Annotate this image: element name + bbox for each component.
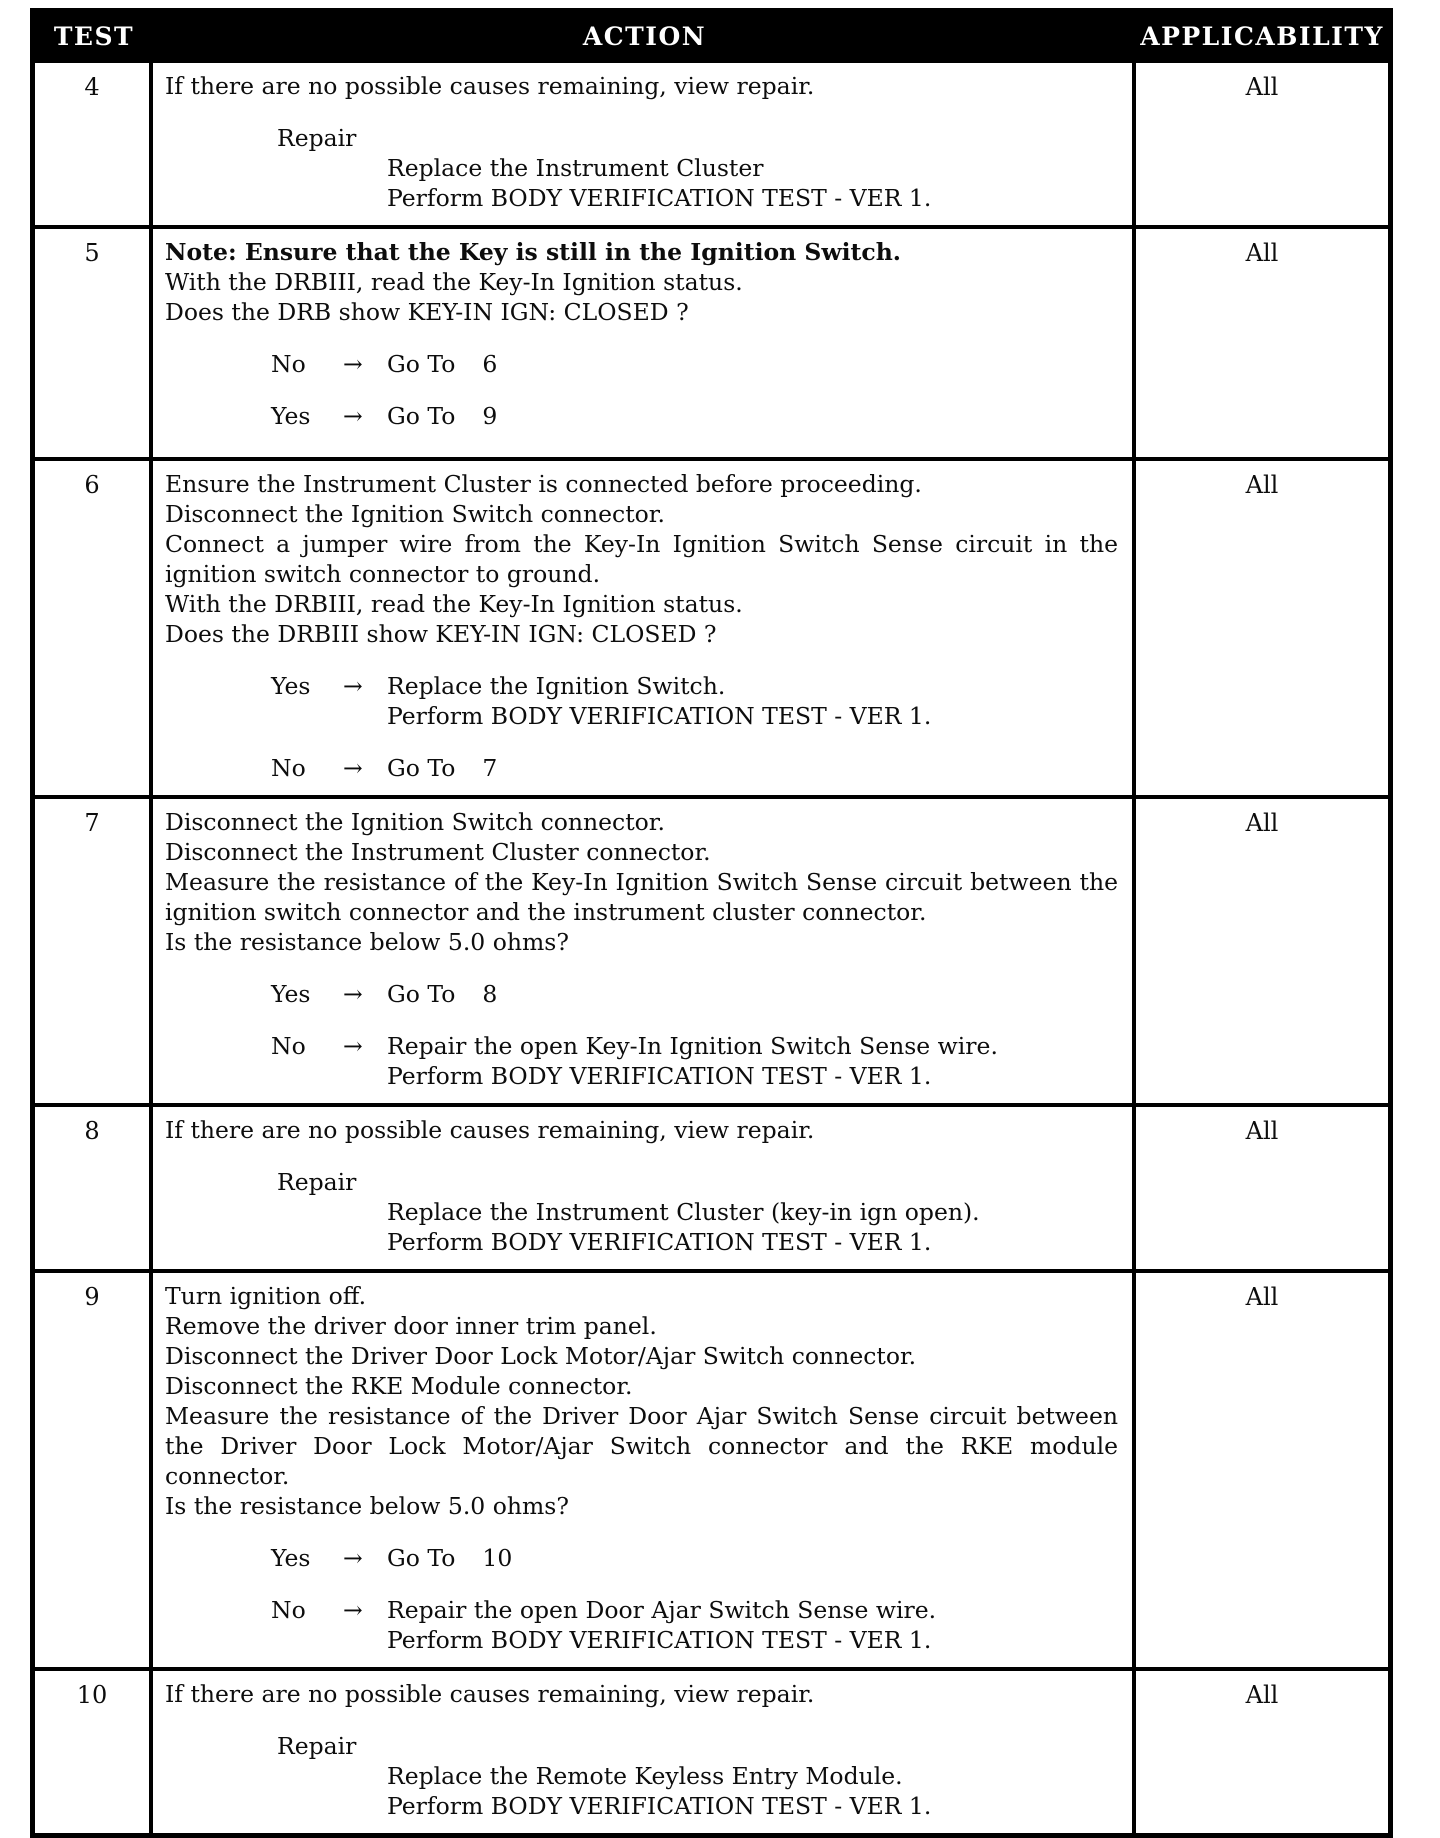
action-cell xyxy=(153,461,1136,795)
test-number: 9 xyxy=(84,1283,100,1311)
action-line: Does the DRBIII show KEY-IN IGN: CLOSED ? xyxy=(165,620,717,648)
action-line: Is the resistance below 5.0 ohms? xyxy=(165,928,569,956)
answer-row xyxy=(271,401,1118,431)
test-number: 5 xyxy=(84,239,100,267)
arrow-right-icon: → xyxy=(343,402,363,430)
goto-target: 8 xyxy=(482,980,498,1008)
action-line: Disconnect the RKE Module connector. xyxy=(165,1372,633,1400)
diagnostic-table xyxy=(30,8,1393,1838)
repair-instruction: Replace the Instrument Cluster xyxy=(387,154,764,182)
action-line: With the DRBIII, read the Key-In Ignition status. xyxy=(165,268,743,296)
answer-word: Yes xyxy=(271,1544,311,1572)
repair-instruction: Perform BODY VERIFICATION TEST - VER 1. xyxy=(387,1792,932,1820)
answer-row xyxy=(271,1595,1118,1655)
answer-text: Repair the open Key-In Ignition Switch Sense wire. xyxy=(387,1032,998,1060)
answer-word: No xyxy=(271,1032,306,1060)
action-line: Connect a jumper wire from the Key-In Ignition Switch Sense circuit in the ignition switch connector to ground. xyxy=(165,530,1118,588)
arrow-right-icon: → xyxy=(343,980,363,1008)
answer-instruction xyxy=(387,1595,1118,1625)
repair-instruction: Replace the Instrument Cluster (key-in ign open). xyxy=(387,1198,980,1226)
answer-instruction xyxy=(387,1543,1118,1573)
answer-row xyxy=(271,349,1118,379)
test-number: 4 xyxy=(84,73,100,101)
action-cell xyxy=(153,1671,1136,1833)
arrow-right-icon: → xyxy=(343,350,363,378)
action-cell xyxy=(153,1107,1136,1269)
repair-label: Repair xyxy=(277,1732,357,1760)
action-line: Disconnect the Ignition Switch connector. xyxy=(165,500,665,528)
answer-body xyxy=(387,1595,1118,1655)
test-number: 7 xyxy=(84,809,100,837)
action-line: Does the DRB show KEY-IN IGN: CLOSED ? xyxy=(165,298,689,326)
action-line: Disconnect the Ignition Switch connector. xyxy=(165,808,665,836)
test-number-cell xyxy=(35,1107,153,1269)
applicability-value: All xyxy=(1245,239,1279,267)
action-line: Measure the resistance of the Driver Door Ajar Switch Sense circuit between the Driver Door Lock Motor/Ajar Switch connector and the RKE module connector. xyxy=(165,1402,1118,1490)
test-number-cell xyxy=(35,1273,153,1667)
applicability-value: All xyxy=(1245,471,1279,499)
arrow-right-icon: → xyxy=(343,1032,363,1060)
action-line: Note: Ensure that the Key is still in the Ignition Switch. xyxy=(165,238,901,266)
goto-target: 9 xyxy=(482,402,498,430)
action-line: Remove the driver door inner trim panel. xyxy=(165,1312,657,1340)
applicability-cell xyxy=(1136,229,1388,457)
action-cell xyxy=(153,799,1136,1103)
answer-continuation: Perform BODY VERIFICATION TEST - VER 1. xyxy=(387,1626,932,1654)
column-header-action: ACTION xyxy=(582,21,707,51)
applicability-cell xyxy=(1136,1671,1388,1833)
answer-text: Repair the open Door Ajar Switch Sense wire. xyxy=(387,1596,937,1624)
applicability-value: All xyxy=(1245,1117,1279,1145)
answer-word: Yes xyxy=(271,672,311,700)
goto-target: 10 xyxy=(482,1544,513,1572)
answer-instruction xyxy=(387,1031,1118,1061)
applicability-value: All xyxy=(1245,809,1279,837)
answer-instruction xyxy=(387,671,1118,701)
action-line: Turn ignition off. xyxy=(165,1282,367,1310)
test-number-cell xyxy=(35,461,153,795)
repair-label: Repair xyxy=(277,124,357,152)
answer-body xyxy=(387,753,1118,783)
answer-continuation: Perform BODY VERIFICATION TEST - VER 1. xyxy=(387,1062,932,1090)
column-header-applicability: APPLICABILITY xyxy=(1140,21,1384,51)
answer-text: Go To xyxy=(387,350,456,378)
table-row xyxy=(35,1667,1388,1833)
answer-word: No xyxy=(271,350,306,378)
answer-word: Yes xyxy=(271,980,311,1008)
answer-text: Go To xyxy=(387,980,456,1008)
answer-body xyxy=(387,1543,1118,1573)
table-row xyxy=(35,457,1388,795)
table-row xyxy=(35,1269,1388,1667)
test-number: 10 xyxy=(76,1681,108,1709)
goto-target: 7 xyxy=(482,754,498,782)
applicability-value: All xyxy=(1245,1681,1279,1709)
action-line: With the DRBIII, read the Key-In Ignition status. xyxy=(165,590,743,618)
table-header-row xyxy=(35,13,1388,59)
action-cell xyxy=(153,229,1136,457)
arrow-right-icon: → xyxy=(343,754,363,782)
repair-instruction: Perform BODY VERIFICATION TEST - VER 1. xyxy=(387,184,932,212)
answer-instruction xyxy=(387,349,1118,379)
applicability-value: All xyxy=(1245,1283,1279,1311)
answer-body xyxy=(387,1031,1118,1091)
answer-body xyxy=(387,401,1118,431)
column-header-test: TEST xyxy=(53,21,135,51)
applicability-cell xyxy=(1136,1273,1388,1667)
answer-continuation: Perform BODY VERIFICATION TEST - VER 1. xyxy=(387,702,932,730)
arrow-right-icon: → xyxy=(343,1596,363,1624)
test-number-cell xyxy=(35,63,153,225)
applicability-cell xyxy=(1136,63,1388,225)
table-row xyxy=(35,59,1388,225)
table-row xyxy=(35,225,1388,457)
action-line: If there are no possible causes remaining, view repair. xyxy=(165,1680,815,1708)
answer-instruction xyxy=(387,401,1118,431)
answer-body xyxy=(387,979,1118,1009)
repair-label: Repair xyxy=(277,1168,357,1196)
applicability-value: All xyxy=(1245,73,1279,101)
test-number-cell xyxy=(35,799,153,1103)
test-number-cell xyxy=(35,229,153,457)
answer-text: Replace the Ignition Switch. xyxy=(387,672,726,700)
test-number: 6 xyxy=(84,471,100,499)
answer-text: Go To xyxy=(387,1544,456,1572)
answer-word: No xyxy=(271,1596,306,1624)
answer-row xyxy=(271,1031,1118,1091)
answer-row xyxy=(271,1543,1118,1573)
answer-text: Go To xyxy=(387,754,456,782)
answer-row xyxy=(271,671,1118,731)
action-line: Is the resistance below 5.0 ohms? xyxy=(165,1492,569,1520)
answer-instruction xyxy=(387,979,1118,1009)
answer-row xyxy=(271,979,1118,1009)
test-number-cell xyxy=(35,1671,153,1833)
repair-instruction: Perform BODY VERIFICATION TEST - VER 1. xyxy=(387,1228,932,1256)
test-number: 8 xyxy=(84,1117,100,1145)
action-line: Measure the resistance of the Key-In Ignition Switch Sense circuit between the ignition switch connector and the instrument cluster connector. xyxy=(165,868,1118,926)
answer-instruction xyxy=(387,753,1118,783)
repair-instruction: Replace the Remote Keyless Entry Module. xyxy=(387,1762,903,1790)
action-line: Disconnect the Instrument Cluster connector. xyxy=(165,838,711,866)
answer-body xyxy=(387,671,1118,731)
action-cell xyxy=(153,63,1136,225)
action-line: If there are no possible causes remaining, view repair. xyxy=(165,1116,815,1144)
table-row xyxy=(35,1103,1388,1269)
applicability-cell xyxy=(1136,799,1388,1103)
action-cell xyxy=(153,1273,1136,1667)
answer-word: No xyxy=(271,754,306,782)
applicability-cell xyxy=(1136,461,1388,795)
action-line: Disconnect the Driver Door Lock Motor/Ajar Switch connector. xyxy=(165,1342,917,1370)
arrow-right-icon: → xyxy=(343,1544,363,1572)
applicability-cell xyxy=(1136,1107,1388,1269)
answer-word: Yes xyxy=(271,402,311,430)
table-rows xyxy=(35,59,1388,1833)
goto-target: 6 xyxy=(482,350,498,378)
action-line: Ensure the Instrument Cluster is connected before proceeding. xyxy=(165,470,922,498)
answer-body xyxy=(387,349,1118,379)
arrow-right-icon: → xyxy=(343,672,363,700)
answer-row xyxy=(271,753,1118,783)
action-line: If there are no possible causes remaining, view repair. xyxy=(165,72,815,100)
answer-text: Go To xyxy=(387,402,456,430)
table-row xyxy=(35,795,1388,1103)
